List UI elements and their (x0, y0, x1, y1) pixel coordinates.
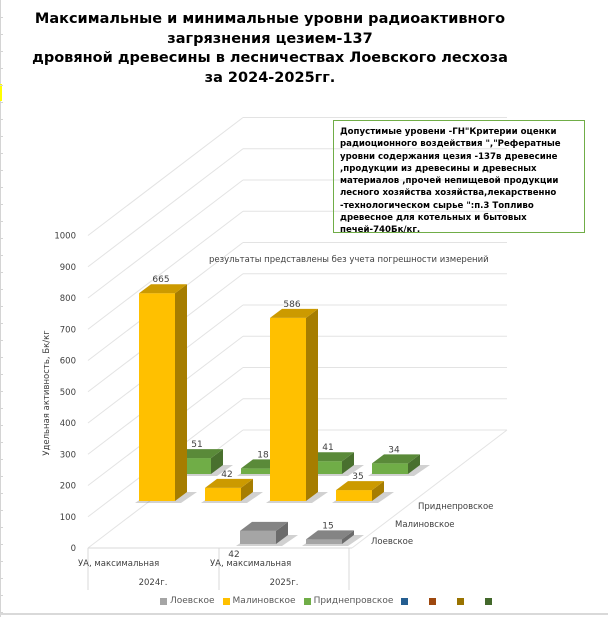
row-gridline (0, 136, 3, 137)
y-tick-label: 300 (59, 450, 76, 461)
y-tick-label: 500 (59, 387, 76, 398)
legend-label: Малиновское (232, 596, 296, 606)
legend-swatch-icon (485, 598, 492, 605)
row-gridline (0, 544, 3, 545)
legend-item[interactable] (401, 598, 421, 605)
legend-label: Приднепровское (313, 596, 394, 606)
measurement-note: результаты представлены без учета погрешности измерений (209, 255, 489, 265)
legend-swatch-icon (304, 598, 311, 605)
permissible-level-note[interactable]: Допустимые уровени -ГН"Критерии оценки радиоционного воздействия ","Реферaтные уровни содержания цезия -137в древесине ,продукции из древесины и древесных материалов ,прочей непищевой продукции лесного хозяйства хозяйства,лекарственно -технологическом сырье ":п.3 Топливо древесное для котельных и бытовых печей-740Бк/кг. (333, 120, 585, 233)
legend-item[interactable] (160, 596, 215, 606)
bar-Лоевское-3[interactable] (302, 530, 364, 546)
depth-axis-label: Приднепровское (418, 502, 494, 512)
legend-swatch-icon (457, 598, 464, 605)
data-label: 34 (388, 445, 400, 456)
x-category-label: УА, максимальная (210, 559, 292, 569)
row-gridline (0, 170, 3, 171)
row-gridline (0, 442, 3, 443)
legend-item[interactable] (457, 598, 477, 605)
row-gridline (0, 357, 3, 358)
legend-label: Лоевское (170, 596, 215, 606)
row-gridline (0, 17, 3, 18)
legend-item[interactable] (485, 598, 505, 605)
row-gridline (0, 238, 3, 239)
data-label: 42 (221, 469, 233, 480)
row-gridline (0, 221, 3, 222)
legend-item[interactable] (304, 596, 394, 606)
data-label: 586 (283, 299, 301, 310)
row-gridline (0, 374, 3, 375)
legend-item[interactable] (223, 596, 296, 606)
row-gridline (0, 51, 3, 52)
data-label: 42 (228, 550, 240, 560)
legend-swatch-icon (401, 598, 408, 605)
row-gridline (0, 476, 3, 477)
y-axis-title: Удельная активность, Бк/кг (42, 330, 52, 456)
chart-legend[interactable] (160, 594, 513, 608)
y-tick-label: 800 (59, 294, 76, 304)
row-gridline (0, 612, 3, 613)
y-tick-label: 200 (59, 481, 76, 492)
row-gridline (0, 34, 3, 35)
row-gridline (0, 68, 3, 69)
title-line: дровяной древесины в лесничествах Лоевского лесхоза (32, 50, 508, 66)
row-gridline (0, 85, 3, 86)
gridline (88, 149, 243, 267)
row-gridline (0, 391, 3, 392)
row-gridline (0, 102, 3, 103)
row-gridline (0, 289, 3, 290)
y-tick-label: 700 (59, 325, 76, 336)
chart-bottom-border (0, 613, 608, 615)
legend-swatch-icon (223, 598, 230, 605)
depth-axis-label: Лоевское (371, 537, 414, 547)
data-label: 18 (257, 450, 269, 461)
title-line: Максимальные и минимальные уровни радиоактивного (34, 11, 506, 27)
row-gridline (0, 340, 3, 341)
row-gridline (0, 561, 3, 562)
row-gridline (0, 187, 3, 188)
x-group-label: 2025г. (269, 578, 299, 588)
row-gridline (0, 204, 3, 205)
row-gridline (0, 323, 3, 324)
y-tick-label: 100 (59, 512, 76, 523)
row-gridline (0, 153, 3, 154)
title-line: загрязнения цезием-137 (167, 30, 373, 47)
gridline (88, 118, 243, 236)
title-line: за 2024-2025гг. (204, 69, 336, 86)
data-label: 51 (191, 440, 203, 451)
data-label: 41 (322, 443, 334, 454)
legend-swatch-icon (429, 598, 436, 605)
row-gridline (0, 527, 3, 528)
x-category-label: УА, максимальная (78, 559, 160, 569)
bar-Лоевское-2[interactable] (236, 522, 298, 546)
depth-axis-label: Малиновское (395, 520, 455, 530)
x-group-label: 2024г. (138, 578, 168, 588)
row-gridline (0, 272, 3, 273)
row-gridline (0, 119, 3, 120)
row-gridline (0, 255, 3, 256)
legend-item[interactable] (429, 598, 449, 605)
row-gridline (0, 408, 3, 409)
data-label: 15 (322, 521, 334, 532)
data-label: 35 (352, 472, 364, 483)
row-gridline (0, 306, 3, 307)
row-gridline (0, 425, 3, 426)
row-gridline (0, 578, 3, 579)
legend-swatch-icon (160, 598, 167, 605)
y-tick-label: 0 (70, 544, 76, 554)
row-gridline (0, 459, 3, 460)
row-gridline (0, 493, 3, 494)
bar-Малиновское-1[interactable] (201, 479, 263, 503)
bar-Малиновское-3[interactable] (332, 481, 394, 503)
y-tick-label: 400 (59, 419, 76, 429)
data-label: 665 (152, 275, 170, 286)
y-tick-label: 900 (59, 262, 76, 273)
bar-Приднепровское-3[interactable] (368, 454, 430, 476)
row-gridline (0, 510, 3, 511)
y-tick-label: 1000 (54, 231, 76, 242)
row-gridline (0, 595, 3, 596)
y-tick-label: 600 (59, 356, 76, 367)
